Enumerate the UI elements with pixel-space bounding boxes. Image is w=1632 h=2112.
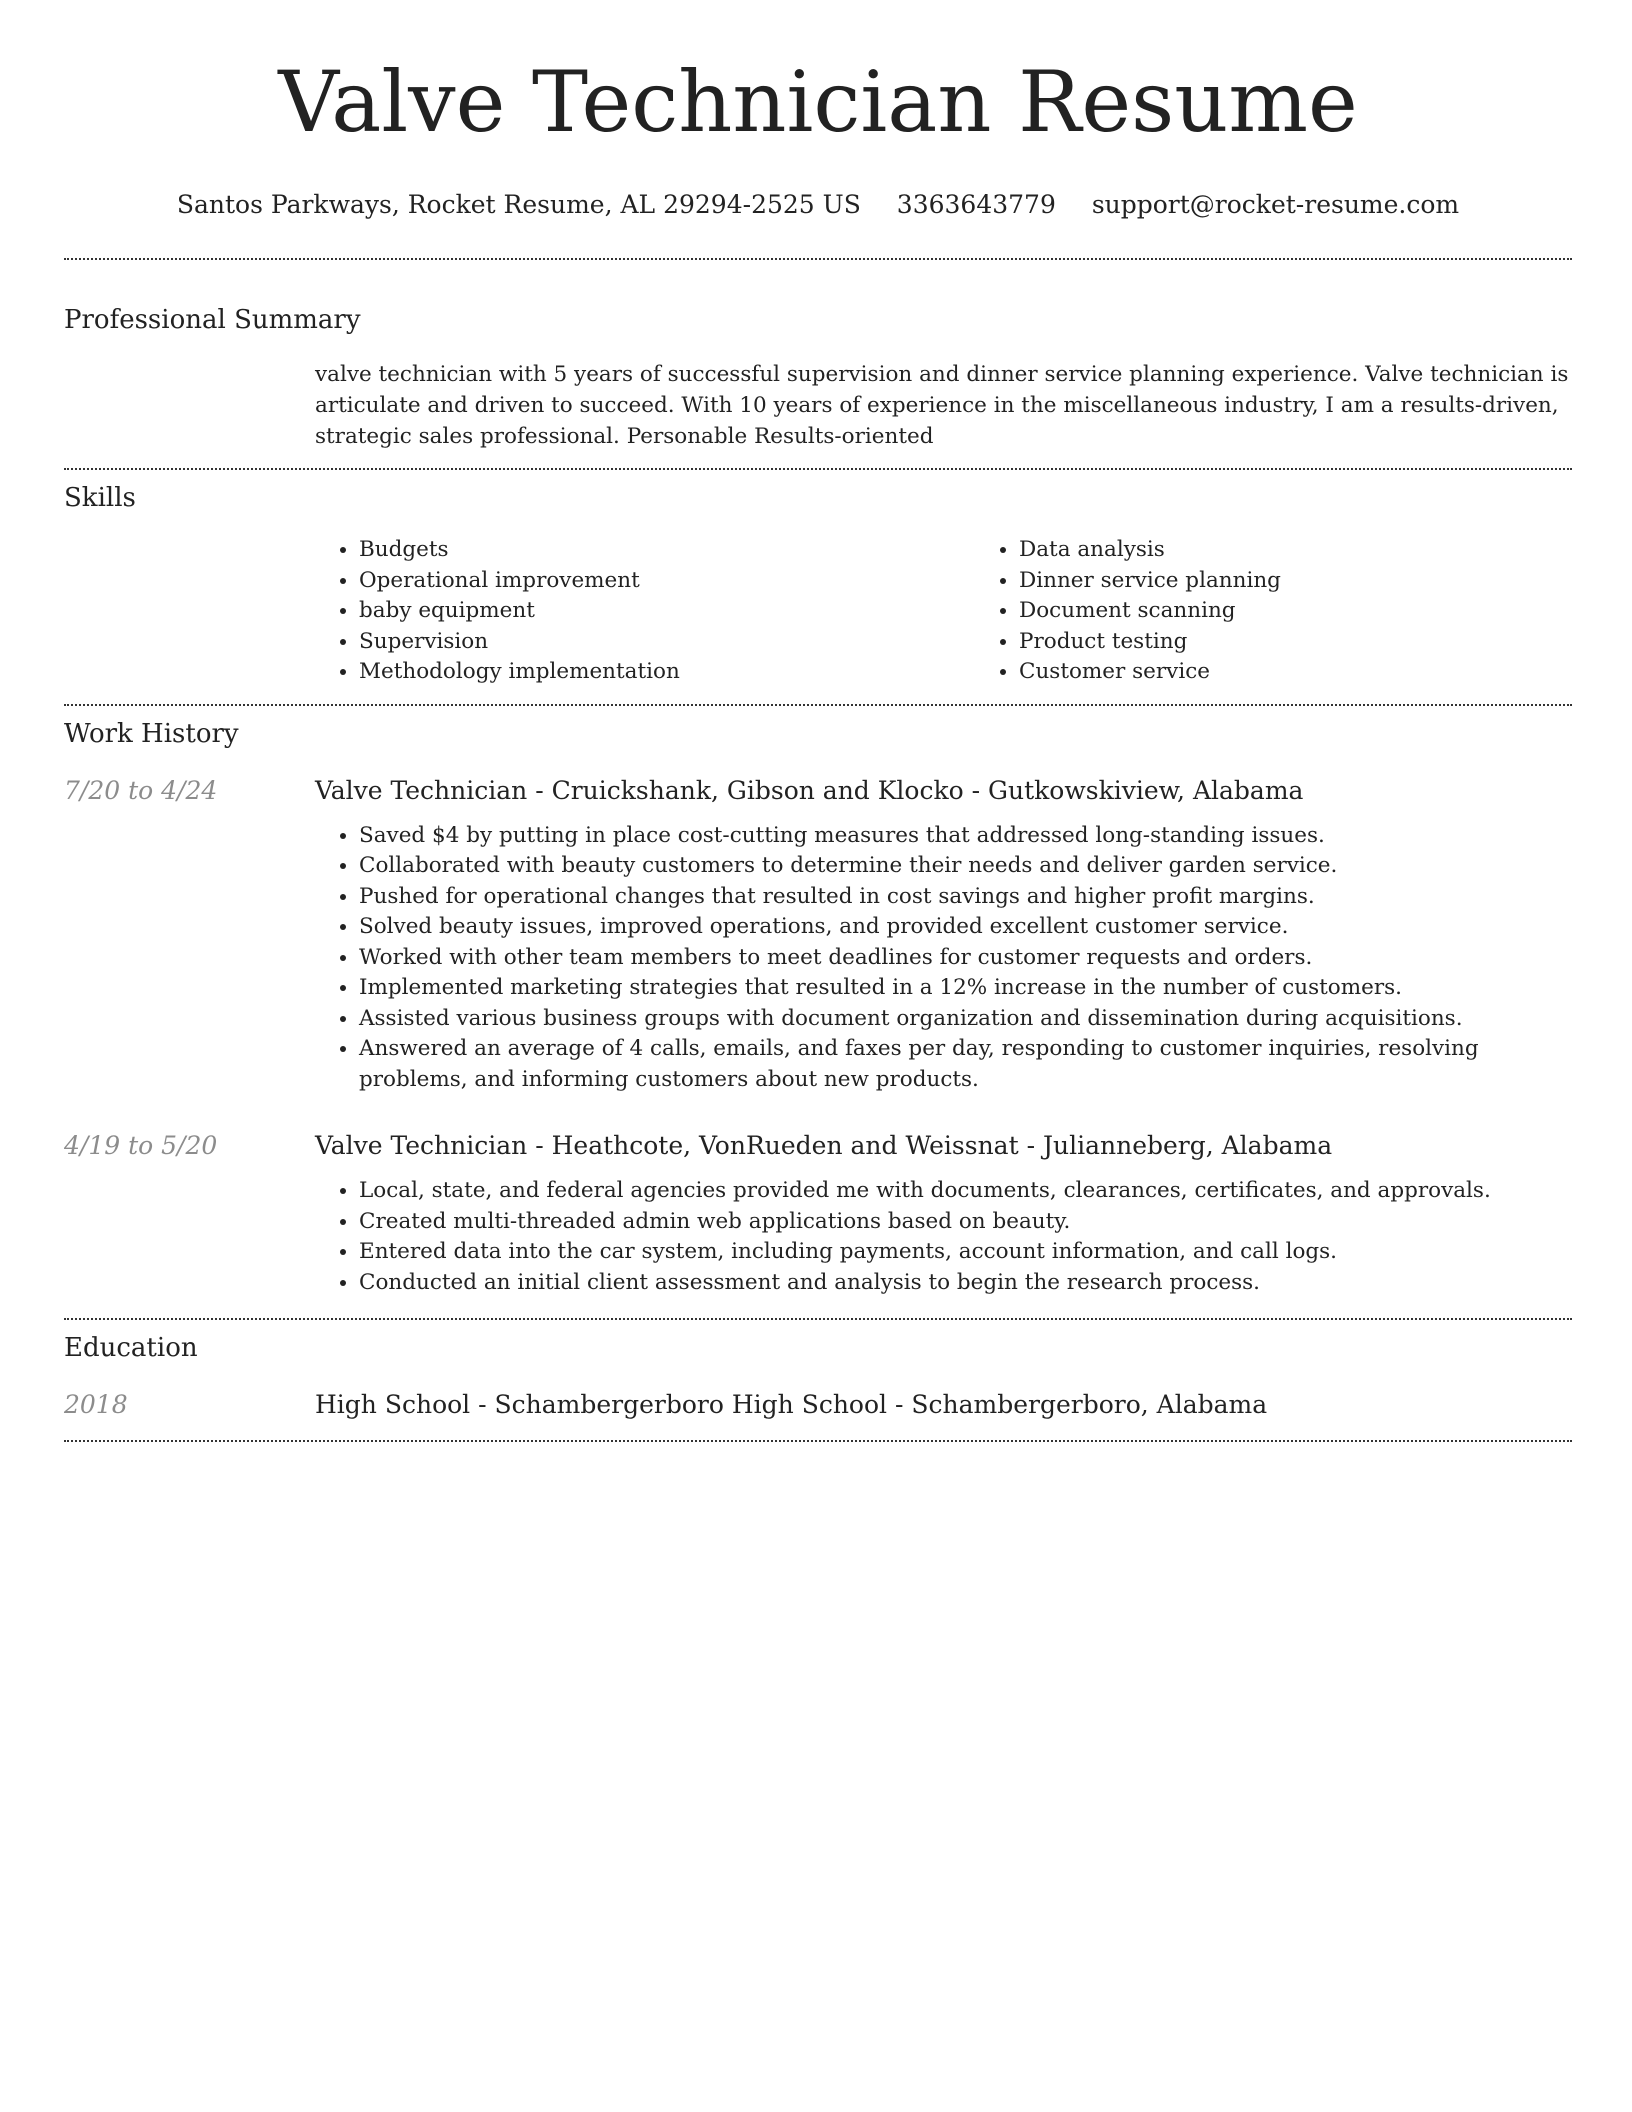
job-bullet: • Worked with other team members to meet deadlines for customer requests and orders. (359, 943, 1572, 974)
job-bullet: • Assisted various business groups with document organization and dissemination during acquisitions. (359, 1004, 1572, 1035)
skill-item: • Customer service (1019, 657, 1632, 688)
summary-text: valve technician with 5 years of successful supervision and dinner service planning experience. Valve technician is articulate and driven to succeed. With 10 years of experience in the miscellaneous industry, I am a results-driven, strategic sales professional. Personable Results-oriented (315, 362, 1569, 449)
skills-section (64, 481, 1572, 688)
resume-title: Valve Technician Resume (278, 53, 1358, 151)
contact-email: support@rocket-resume.com (1091, 190, 1460, 219)
job-bullet: • Entered data into the car system, including payments, account information, and call logs. (359, 1237, 1572, 1268)
education-body (315, 1388, 1572, 1422)
job-entry (64, 1129, 1572, 1298)
skills-list-left (315, 535, 975, 688)
job-title: Valve Technician - Cruickshank, Gibson and Klocko - Gutkowskiview, Alabama (315, 775, 1304, 805)
skill-item: • Document scanning (1019, 596, 1632, 627)
skill-item: • Dinner service planning (1019, 566, 1632, 597)
job-title: Valve Technician - Heathcote, VonRueden and Weissnat - Julianneberg, Alabama (315, 1131, 1333, 1160)
skill-item: • Data analysis (1019, 535, 1632, 566)
skills-row (64, 535, 1572, 688)
resume-page (64, 0, 1572, 1442)
contact-line (64, 188, 1572, 222)
contact-phone: 3363643779 (896, 190, 1056, 219)
skill-item: • Budgets (359, 535, 975, 566)
skills-list-right (975, 535, 1632, 688)
skills-left-spacer (64, 535, 315, 688)
skill-item: • Operational improvement (359, 566, 975, 597)
summary-row (64, 359, 1572, 452)
job-bullet: • Answered an average of 4 calls, emails, and faxes per day, responding to customer inquiries, resolving problems, and informing customers about new products. (359, 1034, 1572, 1095)
contact-address: Santos Parkways, Rocket Resume, AL 29294-2525 US (176, 190, 861, 219)
skills-grid (315, 535, 1632, 688)
education-year: 2018 (64, 1390, 128, 1419)
job-bullet: • Collaborated with beauty customers to determine their needs and deliver garden service. (359, 851, 1572, 882)
work-section (64, 717, 1572, 1299)
summary-body (315, 359, 1572, 452)
skill-item: • Product testing (1019, 627, 1632, 658)
skills-heading: Skills (64, 483, 136, 513)
job-bullet: • Saved $4 by putting in place cost-cutting measures that addressed long-standing issues. (359, 821, 1572, 852)
job-bullet: • Conducted an initial client assessment and analysis to begin the research process. (359, 1268, 1572, 1299)
summary-left-spacer (64, 359, 315, 452)
job-bullets (315, 821, 1572, 1096)
job-bullet: • Implemented marketing strategies that resulted in a 12% increase in the number of customers. (359, 973, 1572, 1004)
work-heading: Work History (64, 718, 239, 749)
divider (64, 468, 1572, 470)
education-section (64, 1331, 1572, 1422)
divider (64, 1440, 1572, 1442)
job-dates: 7/20 to 4/24 (64, 775, 218, 805)
divider (64, 258, 1572, 260)
job-bullet: • Pushed for operational changes that resulted in cost savings and higher profit margins. (359, 882, 1572, 913)
education-heading: Education (64, 1333, 198, 1363)
skill-item: • Supervision (359, 627, 975, 658)
job-bullets (315, 1176, 1572, 1298)
education-entry (64, 1388, 1572, 1422)
summary-heading: Professional Summary (64, 305, 361, 335)
job-bullet: • Created multi-threaded admin web applications based on beauty. (359, 1207, 1572, 1238)
job-bullet: • Local, state, and federal agencies provided me with documents, clearances, certificates, and approvals. (359, 1176, 1572, 1207)
job-body (315, 774, 1572, 1096)
summary-section (64, 303, 1572, 452)
divider (64, 1318, 1572, 1320)
skill-item: • Methodology implementation (359, 657, 975, 688)
job-dates: 4/19 to 5/20 (64, 1131, 218, 1160)
education-title: High School - Schambergerboro High School - Schambergerboro, Alabama (315, 1390, 1268, 1419)
skill-item: • baby equipment (359, 596, 975, 627)
job-body (315, 1129, 1572, 1298)
divider (64, 704, 1572, 706)
job-bullet: • Solved beauty issues, improved operations, and provided excellent customer service. (359, 912, 1572, 943)
job-entry (64, 774, 1572, 1096)
